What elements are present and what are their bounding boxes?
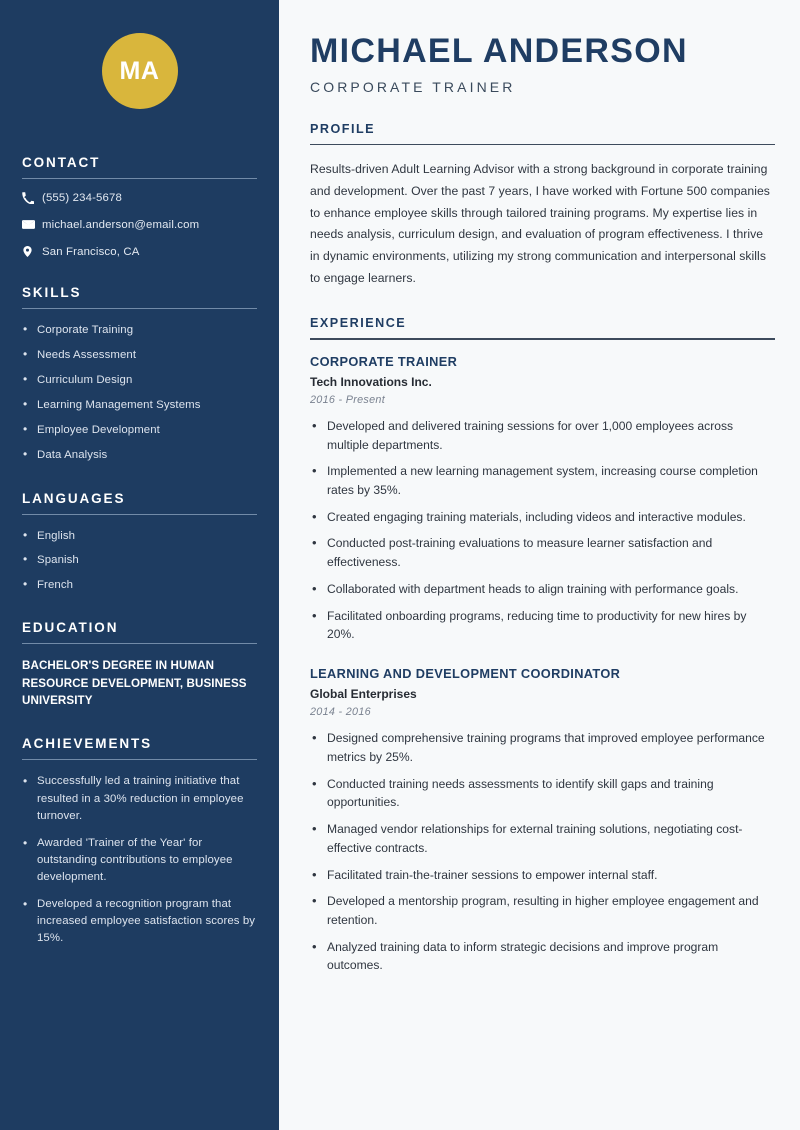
- list-item: • Facilitated train-the-trainer sessions to empower internal staff.: [310, 866, 775, 885]
- list-item: • Implemented a new learning management system, increasing course completion rates by 35%.: [310, 462, 775, 499]
- achievements-heading: ACHIEVEMENTS: [22, 736, 153, 752]
- contact-item-location[interactable]: [22, 245, 257, 258]
- languages-divider: [22, 514, 257, 515]
- list-item: • Facilitated onboarding programs, reducing time to productivity for new hires by 20%.: [310, 607, 775, 644]
- experience-entry: [310, 666, 775, 975]
- list-item: • Developed and delivered training sessions for over 1,000 employees across multiple departments.: [310, 417, 775, 454]
- skills-section: [22, 285, 257, 464]
- job-role-subtitle: CORPORATE TRAINER: [310, 78, 516, 95]
- achievements-list: [22, 773, 257, 947]
- experience-entry: [310, 354, 775, 644]
- experience-dates: 2016 - Present: [310, 393, 386, 406]
- contact-section: [22, 155, 257, 258]
- achievements-divider: [22, 759, 257, 760]
- profile-heading: PROFILE: [310, 121, 376, 136]
- list-item: • Developed a mentorship program, resulting in higher employee engagement and retention.: [310, 892, 775, 929]
- list-item: • Collaborated with department heads to align training with performance goals.: [310, 580, 775, 599]
- phone-icon: [22, 192, 42, 204]
- list-item: • Awarded 'Trainer of the Year' for outstanding contributions to employee development.: [22, 835, 257, 886]
- contact-email-value: michael.anderson@email.com: [42, 218, 200, 231]
- experience-divider: [310, 338, 775, 339]
- profile-text: Results-driven Adult Learning Advisor with a strong background in corporate training and development. Over the past 7 years, I have worked with Fortune 500 companies to enhance employee skills through tailored training programs. My expertise lies in needs analysis, curriculum design, and evaluation of program effectiveness. I thrive in dynamic environments, utilizing my strong communication and interpersonal skills to engage learners.: [310, 162, 770, 285]
- list-item: • French: [22, 577, 257, 594]
- education-section: [22, 620, 257, 709]
- list-item: • Designed comprehensive training programs that improved employee performance metrics by 25%.: [310, 729, 775, 766]
- list-item: • Needs Assessment: [22, 347, 257, 364]
- achievements-section: [22, 736, 257, 947]
- list-item: • Spanish: [22, 552, 257, 569]
- education-heading: EDUCATION: [22, 620, 119, 636]
- list-item: • Created engaging training materials, including videos and interactive modules.: [310, 508, 775, 527]
- experience-job-title: LEARNING AND DEVELOPMENT COORDINATOR: [310, 666, 621, 682]
- contact-phone-value: (555) 234-5678: [42, 192, 122, 204]
- profile-divider: [310, 144, 775, 145]
- list-item: • Curriculum Design: [22, 372, 257, 389]
- experience-bullets: [310, 729, 775, 975]
- languages-heading: LANGUAGES: [22, 490, 126, 506]
- experience-heading: EXPERIENCE: [310, 316, 407, 331]
- experience-company: Tech Innovations Inc.: [310, 374, 432, 389]
- languages-section: [22, 491, 257, 594]
- contact-location-value: San Francisco, CA: [42, 245, 140, 258]
- list-item: • Employee Development: [22, 422, 257, 439]
- education-entry: BACHELOR'S DEGREE IN HUMAN RESOURCE DEVELOPMENT, BUSINESS UNIVERSITY: [22, 659, 247, 708]
- list-item: • Corporate Training: [22, 322, 257, 339]
- contact-heading: CONTACT: [22, 155, 101, 170]
- sidebar: [0, 0, 279, 1130]
- education-divider: [22, 643, 257, 644]
- contact-item-phone[interactable]: [22, 192, 257, 204]
- list-item: • Data Analysis: [22, 447, 257, 464]
- list-item: • Conducted training needs assessments to identify skill gaps and training opportunities.: [310, 775, 775, 812]
- contact-divider: [22, 178, 257, 179]
- list-item: • Successfully led a training initiative that resulted in a 30% reduction in employee turnover.: [22, 773, 257, 824]
- list-item: • Analyzed training data to inform strategic decisions and improve program outcomes.: [310, 938, 775, 975]
- skills-heading: SKILLS: [22, 285, 82, 300]
- main-content: [279, 0, 800, 1130]
- experience-company: Global Enterprises: [310, 687, 417, 702]
- page-title: MICHAEL ANDERSON: [310, 32, 688, 70]
- avatar: [102, 33, 178, 109]
- avatar-initials: MA: [119, 56, 160, 85]
- languages-list: [22, 528, 257, 594]
- experience-section: [310, 316, 775, 975]
- envelope-icon: [22, 218, 42, 231]
- list-item: • Developed a recognition program that increased employee satisfaction scores by 15%.: [22, 896, 257, 947]
- profile-section: [310, 122, 775, 290]
- list-item: • Conducted post-training evaluations to measure learner satisfaction and effectiveness.: [310, 534, 775, 571]
- experience-job-title: CORPORATE TRAINER: [310, 353, 458, 369]
- skills-list: [22, 322, 257, 464]
- list-item: • Learning Management Systems: [22, 397, 257, 414]
- avatar-container: [22, 0, 257, 109]
- list-item: • Managed vendor relationships for external training solutions, negotiating cost-effective contracts.: [310, 820, 775, 857]
- skills-divider: [22, 308, 257, 309]
- experience-bullets: [310, 417, 775, 644]
- location-pin-icon: [22, 245, 42, 258]
- experience-dates: 2014 - 2016: [310, 706, 371, 719]
- contact-item-email[interactable]: [22, 218, 257, 231]
- list-item: • English: [22, 528, 257, 545]
